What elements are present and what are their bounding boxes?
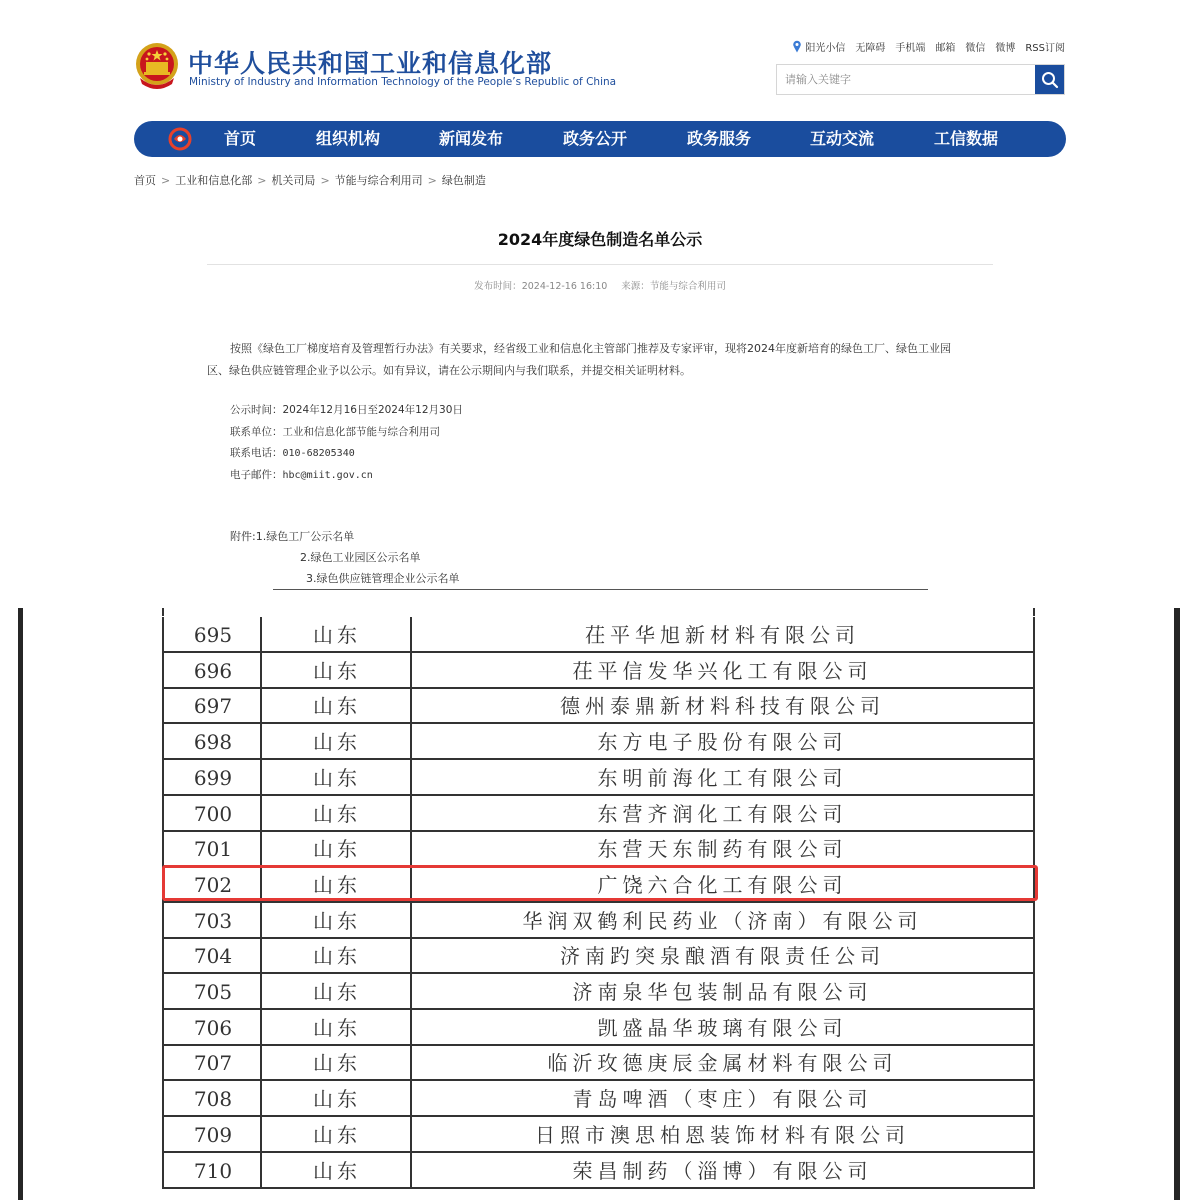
row-province: 山东 xyxy=(260,1010,412,1044)
highlight-box xyxy=(162,865,1038,901)
link-wechat[interactable]: 微信 xyxy=(965,43,986,54)
row-company-name: 东营齐润化工有限公司 xyxy=(410,796,1035,830)
title-divider xyxy=(207,264,993,265)
link-mobile[interactable]: 手机端 xyxy=(895,43,926,54)
breadcrumb-separator: > xyxy=(257,174,267,187)
row-company-name: 济南趵突泉酿酒有限责任公司 xyxy=(410,938,1035,972)
article-title: 2024年度绿色制造名单公示 xyxy=(497,230,703,249)
table-row xyxy=(162,1117,1035,1153)
row-number: 701 xyxy=(162,831,262,865)
table-row xyxy=(162,1081,1035,1117)
table-row xyxy=(162,938,1035,974)
source-value: 节能与综合利用司 xyxy=(649,281,726,292)
attachments-divider xyxy=(273,589,928,590)
row-number: 699 xyxy=(162,760,262,794)
breadcrumb-home[interactable]: 首页 xyxy=(134,174,156,187)
table-row xyxy=(162,796,1035,832)
breadcrumb-energy-dept[interactable]: 节能与综合利用司 xyxy=(334,174,423,187)
breadcrumb-separator: > xyxy=(427,174,437,187)
row-company-name: 茌平华旭新材料有限公司 xyxy=(410,617,1035,651)
breadcrumb xyxy=(134,172,486,188)
row-company-name: 东营天东制药有限公司 xyxy=(410,831,1035,865)
nav-item-home[interactable]: 首页 xyxy=(224,129,257,148)
nav-item-organization[interactable]: 组织机构 xyxy=(316,129,381,148)
table-row xyxy=(162,903,1035,939)
info-value: 2024年12月16日至2024年12月30日 xyxy=(282,404,463,416)
scan-border-left xyxy=(18,608,23,1200)
table-row xyxy=(162,688,1035,724)
row-number: 707 xyxy=(162,1045,262,1079)
breadcrumb-separator: > xyxy=(320,174,330,187)
table-row xyxy=(162,1153,1035,1189)
row-province: 山东 xyxy=(260,760,412,794)
link-sunshine-letter[interactable] xyxy=(792,39,845,54)
search-icon xyxy=(1041,71,1059,89)
table-row xyxy=(162,1010,1035,1046)
row-province: 山东 xyxy=(260,688,412,722)
row-number: 708 xyxy=(162,1081,262,1115)
link-label: 阳光小信 xyxy=(805,43,846,54)
contact-info xyxy=(230,400,463,486)
table-row xyxy=(162,831,1035,867)
row-number: 703 xyxy=(162,903,262,937)
breadcrumb-green-manufacturing[interactable]: 绿色制造 xyxy=(441,174,486,187)
row-number: 698 xyxy=(162,724,262,758)
row-company-name: 东方电子股份有限公司 xyxy=(410,724,1035,758)
info-label: 电子邮件： xyxy=(230,468,283,481)
row-province: 山东 xyxy=(260,1081,412,1115)
info-label: 联系电话： xyxy=(230,447,283,459)
table-row xyxy=(162,1045,1035,1081)
row-company-name: 东明前海化工有限公司 xyxy=(410,760,1035,794)
miit-logo-icon[interactable] xyxy=(168,127,192,151)
row-number: 706 xyxy=(162,1010,262,1044)
row-number: 702 xyxy=(162,867,262,901)
nav-item-gov-services[interactable]: 政务服务 xyxy=(687,129,752,148)
info-unit xyxy=(230,422,463,444)
row-number: 705 xyxy=(162,974,262,1008)
row-number: 697 xyxy=(162,688,262,722)
national-emblem-logo xyxy=(134,42,180,92)
top-links xyxy=(792,39,1065,54)
row-number: 700 xyxy=(162,796,262,830)
row-number: 710 xyxy=(162,1153,262,1187)
link-accessibility[interactable]: 无障碍 xyxy=(855,43,886,54)
row-province: 山东 xyxy=(260,867,412,901)
main-nav xyxy=(134,121,1066,157)
breadcrumb-miit[interactable]: 工业和信息化部 xyxy=(175,174,253,187)
site-subtitle: Ministry of Industry and Information Technology of the People’s Republic of China xyxy=(189,76,617,88)
table-row xyxy=(162,653,1035,689)
breadcrumb-separator: > xyxy=(161,174,171,187)
link-weibo[interactable]: 微博 xyxy=(995,43,1016,54)
row-province: 山东 xyxy=(260,1153,412,1187)
info-phone xyxy=(230,443,463,465)
row-province: 山东 xyxy=(260,724,412,758)
location-pin-icon xyxy=(792,40,802,53)
row-province: 山东 xyxy=(260,617,412,651)
paragraph-line: 区、绿色供应链管理企业予以公示。如有异议，请在公示期间内与我们联系，并提交相关证明材料。 xyxy=(207,363,691,377)
breadcrumb-departments[interactable]: 机关司局 xyxy=(271,174,316,187)
attachments-label: 附件: xyxy=(230,530,256,543)
table-row xyxy=(162,617,1035,653)
info-value: hbc@miit.gov.cn xyxy=(282,469,373,481)
row-company-name: 青岛啤酒（枣庄）有限公司 xyxy=(410,1081,1035,1115)
row-company-name: 茌平信发华兴化工有限公司 xyxy=(410,653,1035,687)
info-label: 联系单位： xyxy=(230,425,283,438)
row-company-name: 临沂玫德庚辰金属材料有限公司 xyxy=(410,1045,1035,1079)
publish-label: 发布时间： xyxy=(474,281,522,292)
search-button[interactable] xyxy=(1035,65,1064,94)
site-title: 中华人民共和国工业和信息化部 xyxy=(188,49,553,78)
row-company-name: 德州泰鼎新材料科技有限公司 xyxy=(410,688,1035,722)
table-row xyxy=(162,974,1035,1010)
link-rss[interactable]: RSS订阅 xyxy=(1025,43,1065,54)
row-province: 山东 xyxy=(260,903,412,937)
info-period xyxy=(230,400,463,422)
row-province: 山东 xyxy=(260,938,412,972)
row-number: 704 xyxy=(162,938,262,972)
row-province: 山东 xyxy=(260,1045,412,1079)
info-label: 公示时间： xyxy=(230,404,283,416)
row-province: 山东 xyxy=(260,1117,412,1151)
publish-time: 2024-12-16 16:10 xyxy=(521,281,608,292)
table-row xyxy=(162,724,1035,760)
table-row xyxy=(162,760,1035,796)
paragraph-line: 按照《绿色工厂梯度培育及管理暂行办法》有关要求，经省级工业和信息化主管部门推荐及专家评审，现将2024年度新培育的绿色工厂、绿色工业园 xyxy=(230,342,951,355)
attachments xyxy=(230,526,460,589)
row-company-name: 济南泉华包装制品有限公司 xyxy=(410,974,1035,1008)
row-province: 山东 xyxy=(260,653,412,687)
row-number: 695 xyxy=(162,617,262,651)
attachment-link-2[interactable]: 2.绿色工业园区公示名单 xyxy=(300,551,421,564)
row-company-name: 荣昌制药（淄博）有限公司 xyxy=(410,1153,1035,1187)
attachment-link-1[interactable]: 1.绿色工厂公示名单 xyxy=(255,530,355,543)
nav-item-gov-affairs[interactable]: 政务公开 xyxy=(563,129,628,148)
row-province: 山东 xyxy=(260,974,412,1008)
row-province: 山东 xyxy=(260,831,412,865)
search-box xyxy=(776,64,1065,95)
row-number: 709 xyxy=(162,1117,262,1151)
table-top-fragment xyxy=(162,608,1035,616)
link-mailbox[interactable]: 邮箱 xyxy=(935,43,956,54)
scan-border-right xyxy=(1174,608,1180,1200)
row-company-name: 凯盛晶华玻璃有限公司 xyxy=(410,1010,1035,1044)
row-company-name: 广饶六合化工有限公司 xyxy=(410,867,1035,901)
row-company-name: 日照市澳思柏恩装饰材料有限公司 xyxy=(410,1117,1035,1151)
article-meta xyxy=(207,278,993,292)
nav-item-interaction[interactable]: 互动交流 xyxy=(810,129,875,148)
row-number: 696 xyxy=(162,653,262,687)
info-value: 工业和信息化部节能与综合利用司 xyxy=(282,425,440,438)
search-input[interactable] xyxy=(777,65,1035,94)
attachment-link-3[interactable]: 3.绿色供应链管理企业公示名单 xyxy=(306,572,460,585)
nav-item-data[interactable]: 工信数据 xyxy=(934,129,999,148)
nav-item-news[interactable]: 新闻发布 xyxy=(439,129,504,148)
info-value: 010-68205340 xyxy=(282,448,355,459)
article-paragraph xyxy=(207,338,993,381)
info-email xyxy=(230,465,463,487)
source-label: 来源： xyxy=(621,281,650,292)
row-company-name: 华润双鹤利民药业（济南）有限公司 xyxy=(410,903,1035,937)
row-province: 山东 xyxy=(260,796,412,830)
